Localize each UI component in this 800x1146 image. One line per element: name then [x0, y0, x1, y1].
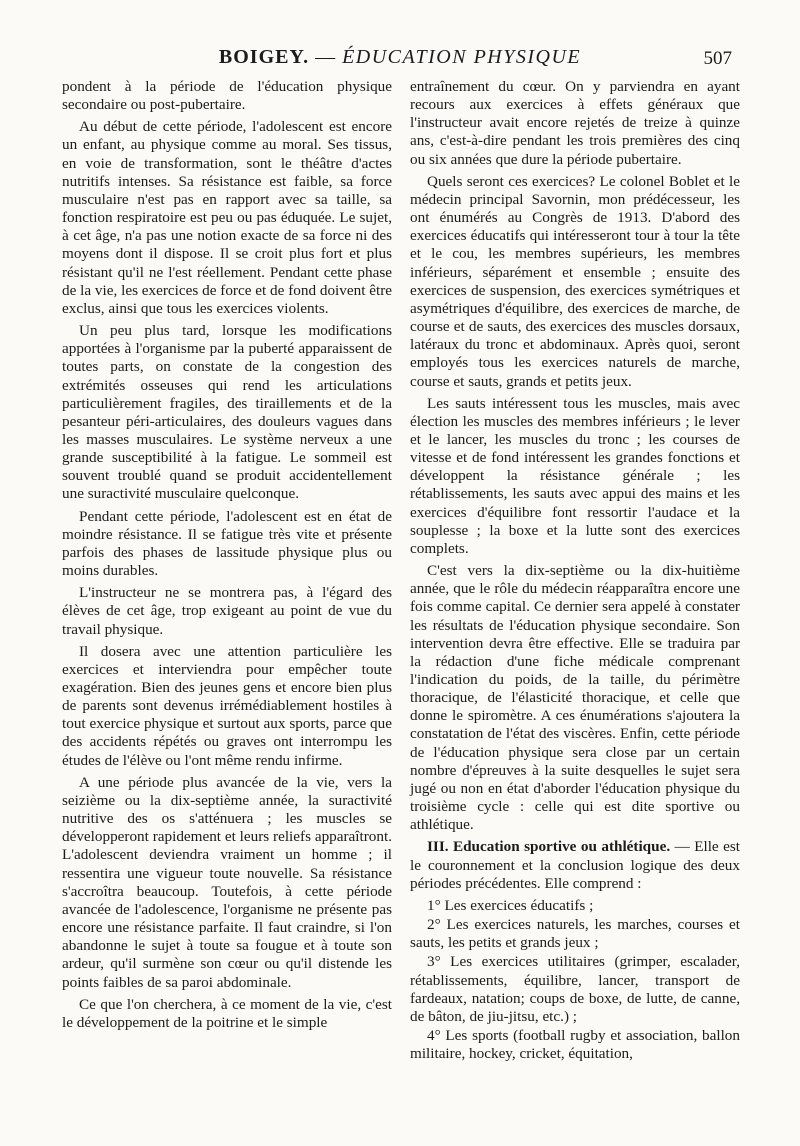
running-title	[0, 46, 800, 69]
paragraph: Les sauts intéressent tous les muscles, mais avec élection les muscles des membres inférieurs ; le lever et le lancer, les muscles du tronc ; les courses de vitesse et de fond intéressent les grandes fonctions et développent la résistance générale ; les rétablissements, les sauts avec appui des mains et les exercices d'équilibre font ressortir l'audace et la souplesse ; la boxe et la lutte sont des exercices complets.	[410, 394, 740, 557]
paragraph: entraînement du cœur. On y parviendra en ayant recours aux exercices à effets généraux que l'instructeur avait encore rejetés de treize à quinze ans, c'est-à-dire pendant les trois premières des cinq ou six années que dure la période pubertaire.	[410, 78, 740, 168]
list-item: 3° Les exercices utilitaires (grimper, escalader, rétablissements, équilibre, lancer, transport de fardeaux, natation; coups de boxe, de lutte, de canne, de bâton, de jiu-jitsu, etc.) ;	[410, 953, 740, 1025]
paragraph: Quels seront ces exercices? Le colonel Boblet et le médecin principal Savornin, mon prédécesseur, les ont énumérés au Congrès de 1913. D'abord des exercices éducatifs qui intéresseront tour à tour la tête et le cou, les membres supérieurs, les membres inférieurs, séparément et ensemble ; ensuite des exercices de suspension, des exercices symétriques et asymétriques d'équilibre, des exercices de marche, de course et de sauts, des exercices des muscles dorsaux, latéraux du tronc et abdominaux. Après quoi, seront employés tous les exercices naturels de marche, course et sauts, grands et petits jeux.	[410, 172, 740, 390]
left-column	[62, 78, 392, 1036]
subject-title: ÉDUCATION PHYSIQUE	[342, 46, 582, 68]
paragraph: A une période plus avancée de la vie, vers la seizième ou la dix-septième année, la suractivité nutritive des os s'atténuera ; les muscles se développeront rapidement et leurs reliefs apparaîtront. L'adolescent deviendra vraiment un homme ; il ressentira une vigueur toute nouvelle. Sa résistance s'accroîtra beaucoup. Toutefois, à cette période avancée de l'adolescence, l'organisme ne présente pas encore une résistance parfaite. Il faut craindre, si l'on abandonne le sujet à toute sa fougue et à toute son ardeur, qu'il surmène son cœur ou qu'il distende les points faibles de sa paroi abdominale.	[62, 773, 392, 991]
paragraph: Au début de cette période, l'adolescent est encore un enfant, au physique comme au moral. Ses tissus, en voie de transformation, sont le théâtre d'actes nutritifs intenses. Sa résistance est faible, sa force musculaire n'est pas en rapport avec sa taille, sa fonction respiratoire est peu ou pas éduquée. Le sujet, à cet âge, n'a pas une notion exacte de sa force ni des moyens dont il dispose. Il se croit plus fort et plus résistant qu'il ne l'est réellement. Pendant cette phase de la vie, les exercices de force et de fond doivent être exclus, ainsi que tous les exercices violents.	[62, 118, 392, 317]
paragraph: Il dosera avec une attention particulière les exercices et interviendra pour empêcher toute exagération. Bien des jeunes gens et encore bien plus de parents sont devenus irrémédiablement hostiles à tout exercice physique et surtout aux sports, parce que des accidents répétés ou graves ont interrompu les études de l'élève ou l'ont même rendu infirme.	[62, 642, 392, 769]
running-header	[0, 46, 800, 76]
paragraph: Un peu plus tard, lorsque les modifications apportées à l'organisme par la puberté apparaissent de toutes parts, on constate de la congestion des extrémités osseuses qui rend les articulations particulièrement fragiles, des tiraillements et de la pesanteur péri-articulaires, des douleurs vagues dans les masses musculaires. Le système nerveux a une grande susceptibilité à la fatigue. Le sommeil est souvent troublé quand se produit accidentellement une suractivité musculaire quelconque.	[62, 322, 392, 503]
author-name: BOIGEY.	[218, 46, 310, 68]
section-heading: III. Education sportive ou athlétique.	[427, 838, 671, 856]
section-paragraph	[410, 838, 740, 892]
paragraph: Pendant cette période, l'adolescent est en état de moindre résistance. Il se fatigue très vite et présente parfois des phases de lassitude physique plus ou moins durables.	[62, 507, 392, 580]
title-separator: —	[309, 46, 343, 68]
right-column	[410, 78, 740, 1064]
list-item: 1° Les exercices éducatifs ;	[427, 896, 594, 914]
paragraph: pondent à la période de l'éducation physique secondaire ou post-pubertaire.	[62, 78, 392, 114]
paragraph: C'est vers la dix-septième ou la dix-huitième année, que le rôle du médecin réapparaîtra encore une fois comme capital. Ce dernier sera appelé à constater les résultats de l'éducation physique secondaire. Son intervention devra être effective. Elle se traduira par la rédaction d'une fiche médicale comprenant l'indication du poids, de la taille, du périmètre thoracique, de l'élasticité thoracique, et celle que donne le spiromètre. A ces énumérations s'ajoutera la constatation de l'état des viscères. Enfin, cette période de l'éducation physique sera close par un certain nombre d'épreuves à la suite desquelles le sujet sera jugé ou non en état d'aborder l'éducation physique du troisième cycle : celle qui est dite sportive ou athlétique.	[410, 562, 740, 834]
page-number: 507	[703, 48, 732, 69]
paragraph: Ce que l'on cherchera, à ce moment de la vie, c'est le développement de la poitrine et le simple	[62, 995, 392, 1031]
list-item: 2° Les exercices naturels, les marches, courses et sauts, les petits et grands jeux ;	[410, 916, 740, 952]
paragraph: L'instructeur ne se montrera pas, à l'égard des élèves de cet âge, trop exigeant au point de vue du travail physique.	[62, 584, 392, 638]
section-intro: — Elle est le couronnement et la conclusion logique des deux périodes précédentes. Elle comprend :	[410, 838, 740, 892]
list-item: 4° Les sports (football rugby et association, ballon militaire, hockey, cricket, équitation,	[410, 1026, 740, 1063]
